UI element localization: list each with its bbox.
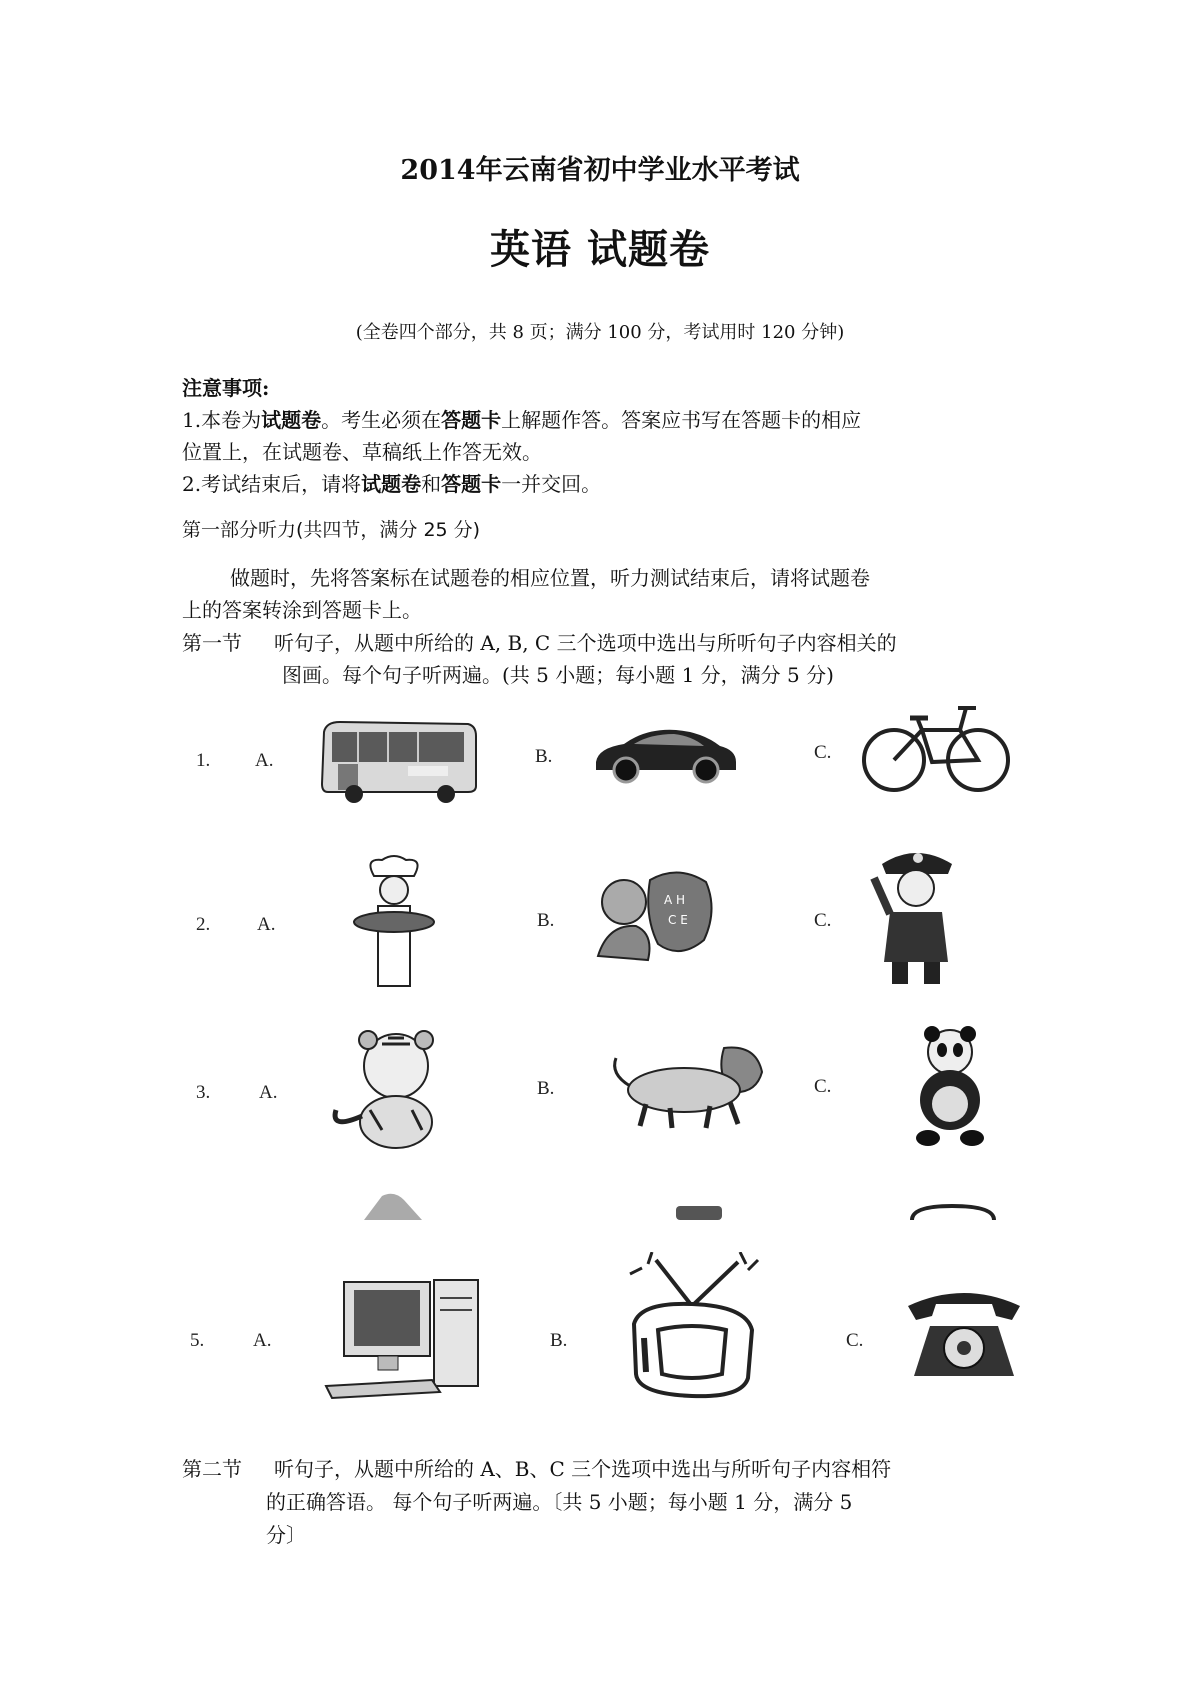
svg-text:C E: C E (668, 913, 688, 927)
note-1-text: 。考生必须在 (321, 408, 442, 432)
option-a-label: A. (255, 750, 274, 771)
option-b-label: B. (537, 910, 555, 931)
note-2-text: 一并交回。 (501, 472, 602, 496)
telephone-icon[interactable] (904, 1286, 1024, 1382)
option-a-label: A. (259, 1082, 278, 1103)
panda-icon[interactable] (904, 1026, 996, 1148)
option-b-label: B. (550, 1330, 568, 1351)
note-1-bold: 试题卷 (261, 408, 322, 432)
note-1-line-2: 位置上，在试题卷、草稿纸上作答无效。 (182, 440, 542, 464)
section1-line1: 听句子，从题中所给的 A, B, C 三个选项中选出与所听句子内容相关的 (274, 631, 897, 655)
computer-icon[interactable] (322, 1276, 492, 1400)
paper-info: (全卷四个部分，共 8 页；满分 100 分，考试用时 120 分钟) (355, 322, 845, 343)
note-2-bold: 试题卷 (361, 472, 422, 496)
option-b-label: B. (535, 746, 553, 767)
police-officer-icon[interactable] (868, 842, 964, 988)
exam-title: 2014年云南省初中学业水平考试 (400, 155, 800, 186)
partial-image-icon (908, 1204, 998, 1220)
car-icon[interactable] (590, 720, 740, 786)
tiger-icon[interactable] (326, 1030, 456, 1150)
question-number: 2. (196, 914, 211, 935)
option-a-label: A. (253, 1330, 272, 1351)
paper-title: 英语 试题卷 (490, 226, 710, 273)
svg-text:A H: A H (664, 893, 686, 907)
partial-image-icon (672, 1202, 726, 1220)
note-2 (182, 468, 601, 500)
section1-label: 第一节 (182, 631, 242, 655)
lion-icon[interactable] (606, 1034, 776, 1134)
option-c-label: C. (846, 1330, 864, 1351)
option-c-label: C. (814, 1076, 832, 1097)
bus-icon[interactable] (318, 718, 480, 804)
section2-line2: 的正确答语。 每个句子听两遍。〔共 5 小题；每小题 1 分，满分 5 (266, 1490, 853, 1514)
section2-line3: 分〕 (266, 1523, 306, 1547)
notes-heading: 注意事项: (182, 376, 270, 400)
note-1 (182, 404, 861, 436)
section2-label: 第二节 (182, 1457, 242, 1481)
note-1-text: 上解题作答。答案应书写在答题卡的相应 (501, 408, 862, 432)
section1-line2: 图画。每个句子听两遍。(共 5 小题；每小题 1 分，满分 5 分) (282, 663, 834, 687)
cook-icon[interactable] (344, 852, 444, 992)
part1-instr-line1: 做题时，先将答案标在试题卷的相应位置，听力测试结束后，请将试题卷 (230, 566, 870, 590)
question-number: 1. (196, 750, 211, 771)
part1-instr-line2: 上的答案转涂到答题卡上。 (182, 598, 422, 622)
note-2-bold: 答题卡 (441, 472, 502, 496)
part1-heading: 第一部分听力(共四节，满分 25 分) (182, 519, 481, 541)
option-a-label: A. (257, 914, 276, 935)
partial-image-icon (360, 1190, 426, 1220)
option-b-label: B. (537, 1078, 555, 1099)
note-2-text: 2.考试结束后，请将 (182, 472, 362, 496)
student-icon[interactable] (588, 860, 718, 968)
option-c-label: C. (814, 910, 832, 931)
note-1-bold: 答题卡 (441, 408, 502, 432)
television-icon[interactable] (622, 1252, 768, 1402)
option-c-label: C. (814, 742, 832, 763)
question-number: 3. (196, 1082, 211, 1103)
question-number: 5. (190, 1330, 205, 1351)
bicycle-icon[interactable] (860, 700, 1012, 796)
note-2-text: 和 (421, 472, 442, 496)
note-1-text: 1.本卷为 (182, 408, 262, 432)
section2-line1: 听句子，从题中所给的 A、B、C 三个选项中选出与所听句子内容相符 (274, 1457, 892, 1481)
